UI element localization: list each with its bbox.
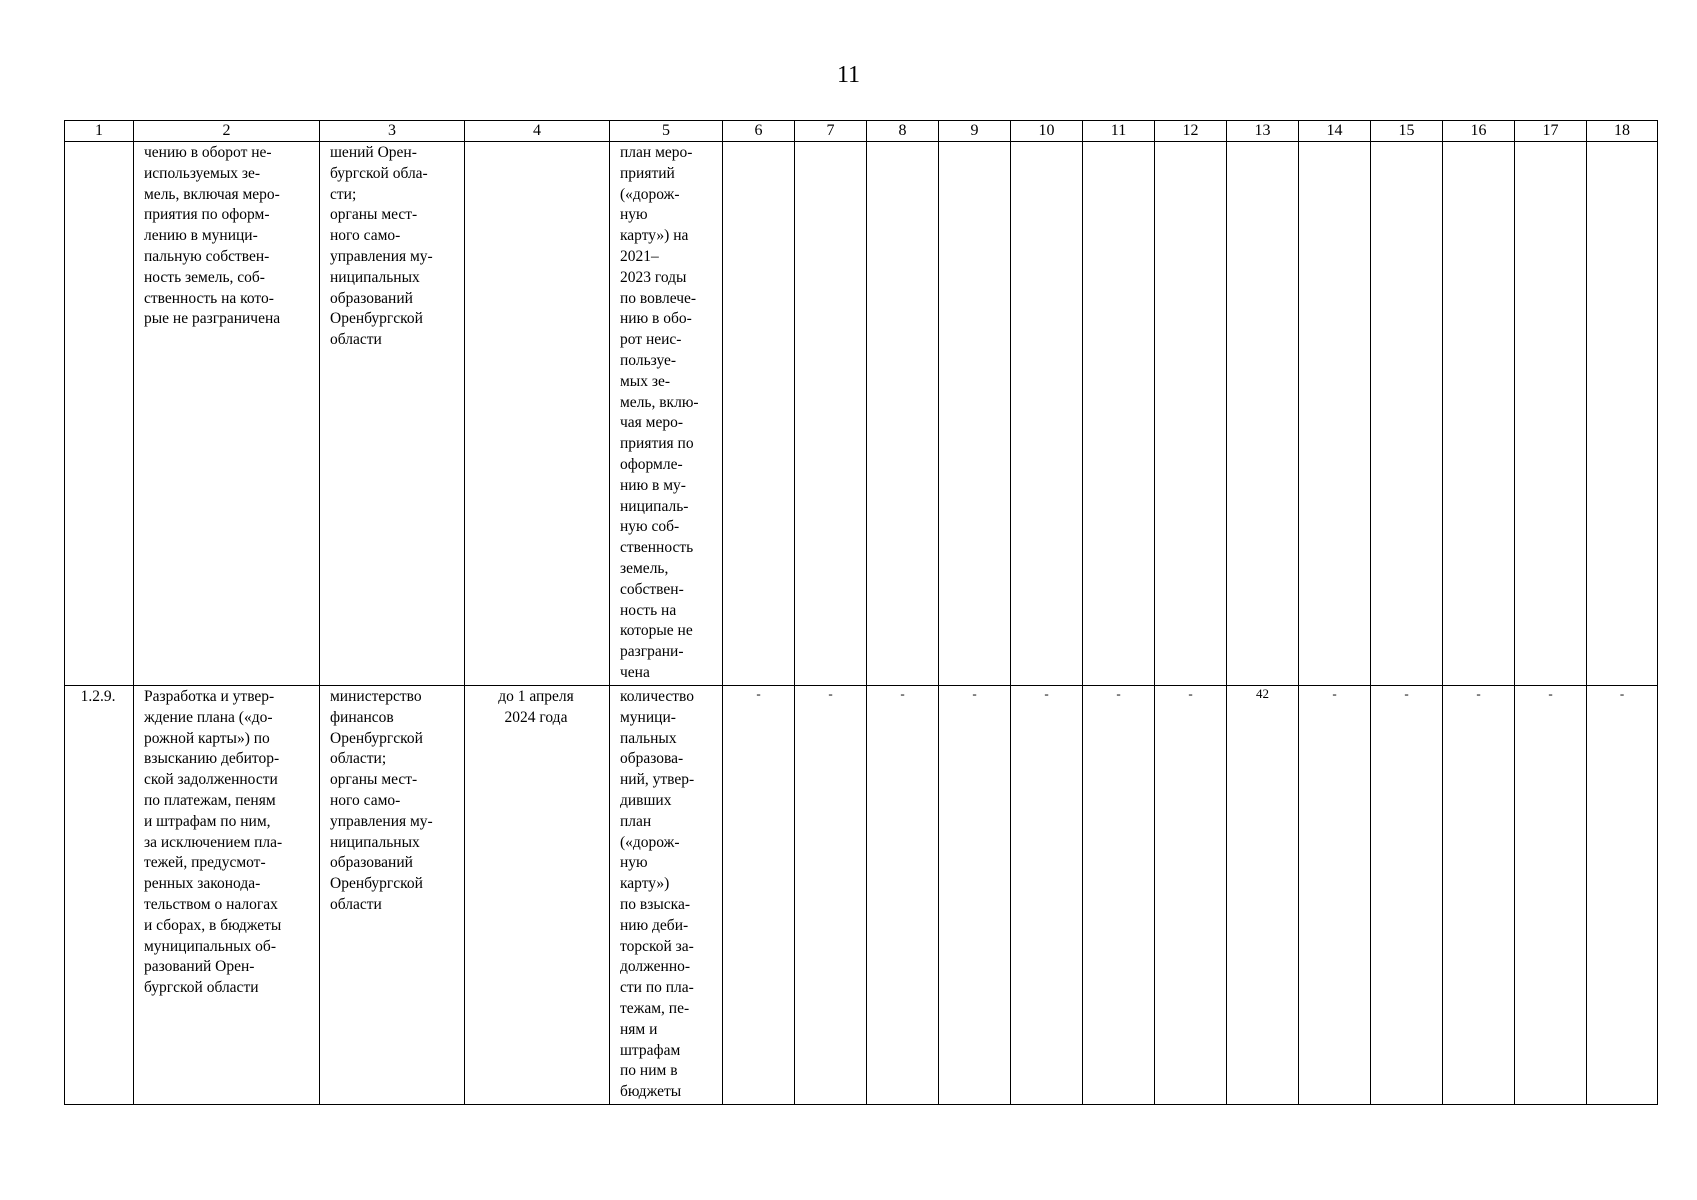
indicator-cell (610, 686, 723, 1105)
item-number: 1.2.9. (80, 688, 116, 705)
column-number: 11 (1083, 121, 1155, 142)
value-cell: - (867, 686, 939, 1105)
indicator-cell (610, 142, 723, 686)
value-cell: - (1371, 686, 1443, 1105)
item-number-cell (65, 142, 134, 686)
column-number: 9 (939, 121, 1011, 142)
value-cell (1227, 142, 1299, 686)
table-row (65, 142, 1658, 686)
value-cell: - (939, 686, 1011, 1105)
value-cell: - (1299, 686, 1371, 1105)
responsible-cell (320, 142, 465, 686)
column-number: 8 (867, 121, 939, 142)
column-number: 12 (1155, 121, 1227, 142)
value-cell: - (1011, 686, 1083, 1105)
column-number: 14 (1299, 121, 1371, 142)
value-cell: - (1443, 686, 1515, 1105)
value-cell (723, 142, 795, 686)
column-number: 7 (795, 121, 867, 142)
value-cell (1083, 142, 1155, 686)
value-cell (1587, 142, 1658, 686)
value-cell: - (1083, 686, 1155, 1105)
value-cell (795, 142, 867, 686)
indicator-text: количество муници- пальных образова- ний, утвер- дивших план («дорож- ную карту») по взыска- нию деби- торской за- долженно- сти по пла- тежам, пе- ням и штрафам по ним в бюджеты (620, 688, 695, 1101)
responsible-cell (320, 686, 465, 1105)
column-number: 13 (1227, 121, 1299, 142)
value-cell: - (795, 686, 867, 1105)
column-number: 4 (465, 121, 610, 142)
value-cell: - (1155, 686, 1227, 1105)
column-number: 15 (1371, 121, 1443, 142)
column-number: 6 (723, 121, 795, 142)
value-cell: 42 (1227, 686, 1299, 1105)
value-cell (1371, 142, 1443, 686)
column-number: 1 (65, 121, 134, 142)
column-number: 2 (134, 121, 320, 142)
column-number: 17 (1515, 121, 1587, 142)
responsible-text: шений Орен- бургской обла- сти; органы мест- ного само- управления му- ниципальных образований Оренбургской области (330, 144, 433, 349)
value-cell (939, 142, 1011, 686)
deadline-text (465, 142, 609, 143)
column-number: 3 (320, 121, 465, 142)
indicator-text: план меро- приятий («дорож- ную карту») на 2021– 2023 годы по вовлече- нию в обо- рот неис- пользуе- мых зе- мель, вклю- чая меро- приятия по оформле- нию в му- ниципаль- ную соб- ственность земель, собствен- ность на которые не разграни- чена (620, 144, 699, 681)
value-cell (1155, 142, 1227, 686)
plan-table (64, 120, 1658, 1105)
column-number: 16 (1443, 121, 1515, 142)
page-number: 11 (836, 62, 861, 88)
value-cell (1299, 142, 1371, 686)
column-number: 10 (1011, 121, 1083, 142)
item-number-cell (65, 686, 134, 1105)
item-number (65, 142, 133, 143)
table-row (65, 686, 1658, 1105)
activity-cell (134, 142, 320, 686)
value-cell: - (723, 686, 795, 1105)
column-number-row (65, 121, 1658, 142)
value-cell (1011, 142, 1083, 686)
deadline-cell (465, 142, 610, 686)
value-cell: - (1515, 686, 1587, 1105)
value-cell (1515, 142, 1587, 686)
value-cell (867, 142, 939, 686)
activity-cell (134, 686, 320, 1105)
value-cell (1443, 142, 1515, 686)
deadline-cell (465, 686, 610, 1105)
activity-text: чению в оборот не- используемых зе- мель, включая меро- приятия по оформ- лению в муници- пальную собствен- ность земель, соб- ственность на кото- рые не разграничена (144, 144, 281, 328)
deadline-text: до 1 апреля 2024 года (498, 688, 574, 726)
column-number: 18 (1587, 121, 1658, 142)
column-number: 5 (610, 121, 723, 142)
activity-text: Разработка и утвер- ждение плана («до- рожной карты») по взысканию дебитор- ской задолженности по платежам, пеням и штрафам по ним, за исключением пла- тежей, предусмот- ренных законода- тельством о налогах и сборах, в бюджеты муниципальных об- разований Орен- бургской области (144, 688, 283, 997)
responsible-text: министерство финансов Оренбургской области; органы мест- ного само- управления му- ниципальных образований Оренбургской области (330, 688, 433, 913)
value-cell: - (1587, 686, 1658, 1105)
